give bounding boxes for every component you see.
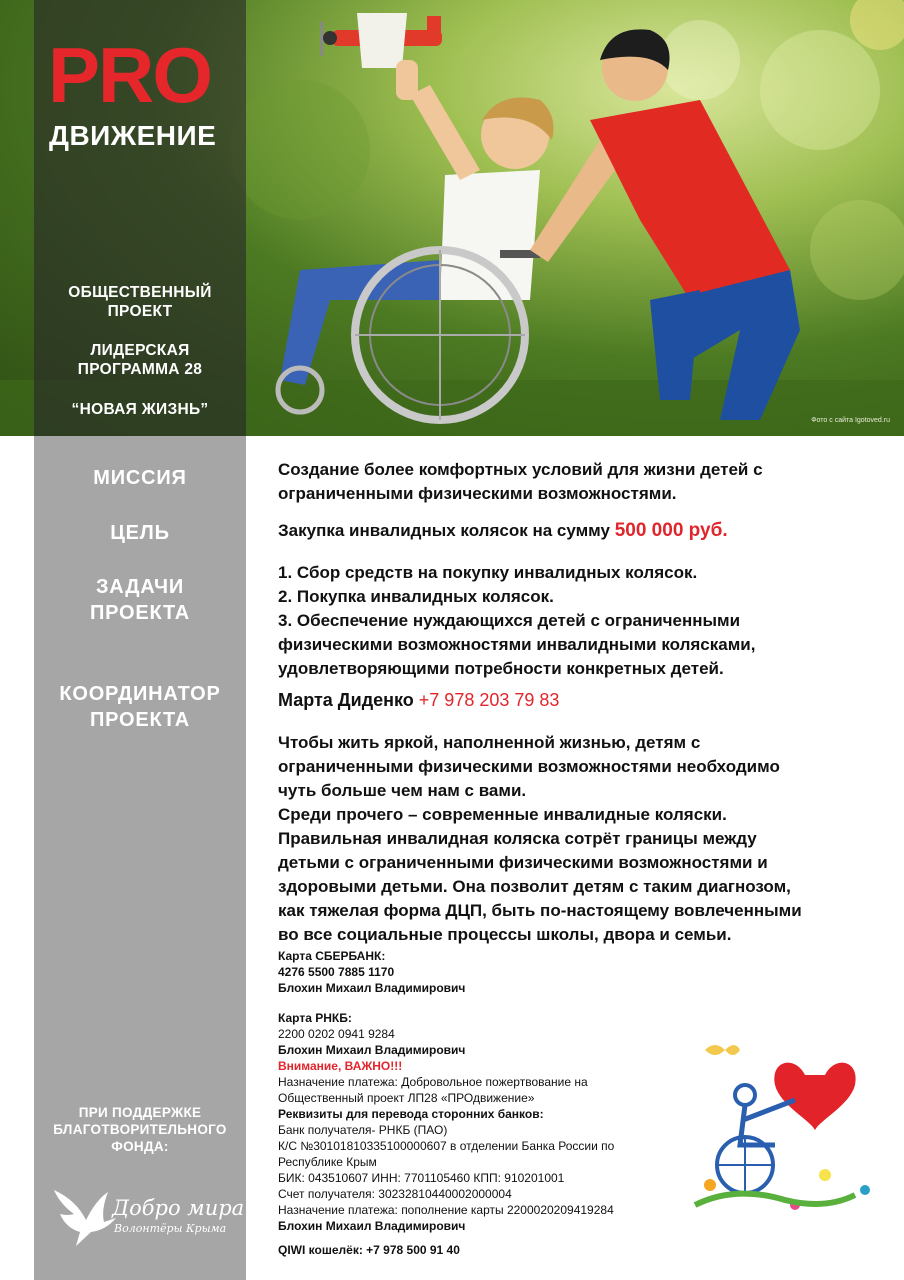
- rnkb-corr-line2: Республике Крым: [278, 1155, 377, 1169]
- description-text: [278, 731, 868, 947]
- qiwi-wallet: QIWI кошелёк: +7 978 500 91 40: [278, 1243, 460, 1257]
- wheelchair-heart-illustration: [685, 1035, 885, 1235]
- description-line: Правильная инвалидная коляска сотрёт границы между: [278, 829, 757, 848]
- goal-amount: 500 000 руб.: [614, 520, 728, 541]
- description-line: во все социальные процессы школы, двора и семьи.: [278, 925, 732, 944]
- sberbank-holder: Блохин Михаил Владимирович: [278, 981, 466, 995]
- rnkb-title: Карта РНКБ:: [278, 1011, 352, 1025]
- rnkb-account: Счет получателя: 30232810440002000004: [278, 1187, 512, 1201]
- toy-airplane: [320, 13, 442, 68]
- project-type: [34, 283, 246, 321]
- mission-line1: Создание более комфортных условий для жизни детей с: [278, 460, 763, 479]
- project-name: “НОВАЯ ЖИЗНЬ”: [71, 401, 209, 418]
- butterfly-icon: [705, 1045, 740, 1055]
- mission-line2: ограниченными физическими возможностями.: [278, 484, 677, 503]
- rnkb-codes: БИК: 043510607 ИНН: 7701105460 КПП: 910201001: [278, 1171, 565, 1185]
- rnkb-details-title: Реквизиты для перевода сторонних банков:: [278, 1107, 544, 1121]
- label-coordinator-line2: ПРОЕКТА: [89, 709, 191, 731]
- program-name: [34, 341, 246, 379]
- rnkb-bank: Банк получателя- РНКБ (ПАО): [278, 1123, 448, 1137]
- project-type-line1: ОБЩЕСТВЕННЫЙ: [68, 284, 212, 301]
- project-type-line2: ПРОЕКТ: [107, 303, 173, 320]
- task-item-continued: физическими возможностями инвалидными колясками,: [278, 635, 756, 654]
- tasks-list: [278, 561, 868, 681]
- support-caption: [34, 1104, 246, 1155]
- goal-label: Закупка инвалидных колясок на сумму: [278, 521, 615, 540]
- coordinator-phone[interactable]: +7 978 203 79 83: [418, 690, 560, 710]
- rnkb-purpose-line2: Общественный проект ЛП28 «ПРОдвижение»: [278, 1091, 535, 1105]
- rnkb-purpose2: Назначение платежа: пополнение карты 2200020209419284: [278, 1203, 614, 1217]
- heart-icon: [774, 1063, 855, 1130]
- task-item-continued: удовлетворяющими потребности конкретных детей.: [278, 659, 724, 678]
- boy-pushing: [530, 29, 800, 420]
- figure-head: [735, 1085, 755, 1105]
- rnkb-corr-line1: К/С №30101810335100000607 в отделении Банка России по: [278, 1139, 615, 1153]
- label-mission: МИССИЯ: [93, 467, 187, 489]
- label-coordinator-line1: КООРДИНАТОР: [59, 683, 221, 705]
- coordinator-name: Марта Диденко: [278, 690, 419, 710]
- foundation-subtitle: Волонтёры Крыма: [114, 1222, 227, 1235]
- support-line3: ФОНДА:: [111, 1139, 169, 1154]
- task-item: 1. Сбор средств на покупку инвалидных колясок.: [278, 563, 698, 582]
- rnkb-holder: Блохин Михаил Владимирович: [278, 1043, 466, 1057]
- rnkb-number: 2200 0202 0941 9284: [278, 1027, 395, 1041]
- sberbank-number: 4276 5500 7885 1170: [278, 965, 395, 979]
- rnkb-purpose-line1: Назначение платежа: Добровольное пожертвование на: [278, 1075, 588, 1089]
- label-tasks: [34, 574, 246, 626]
- task-item: 2. Покупка инвалидных колясок.: [278, 587, 554, 606]
- label-coordinator: [34, 681, 246, 733]
- sberbank-card: [278, 948, 868, 996]
- photo-credit: Фото с сайта Igotoved.ru: [811, 417, 890, 424]
- coordinator-contact: [278, 688, 868, 712]
- program-line1: ЛИДЕРСКАЯ: [90, 342, 190, 359]
- foundation-name: Добро мира: [112, 1196, 245, 1220]
- description-line: детьми с ограниченными физическими возможностями и: [278, 853, 768, 872]
- program-line2: ПРОГРАММА 28: [77, 361, 203, 378]
- description-line: как тяжелая форма ДЦП, быть по-настоящему вовлеченными: [278, 901, 802, 920]
- support-line1: ПРИ ПОДДЕРЖКЕ: [78, 1105, 202, 1120]
- description-line: Чтобы жить яркой, наполненной жизнью, детям с: [278, 733, 701, 752]
- label-goal: ЦЕЛЬ: [110, 522, 170, 544]
- support-line2: БЛАГОТВОРИТЕЛЬНОГО: [53, 1122, 227, 1137]
- rnkb-warning: Внимание, ВАЖНО!!!: [278, 1059, 403, 1073]
- goal-text: [278, 519, 868, 543]
- description-line: здоровыми детьми. Она позволит детям с таким диагнозом,: [278, 877, 791, 896]
- description-line: чуть больше чем нам с вами.: [278, 781, 527, 800]
- brand-pro: PRO: [48, 31, 212, 119]
- label-tasks-line1: ЗАДАЧИ: [95, 576, 185, 598]
- rnkb-holder2: Блохин Михаил Владимирович: [278, 1219, 466, 1233]
- task-item: 3. Обеспечение нуждающихся детей с ограниченными: [278, 611, 741, 630]
- brand-movement: ДВИЖЕНИЕ: [49, 120, 217, 151]
- sberbank-title: Карта СБЕРБАНК:: [278, 949, 386, 963]
- label-tasks-line2: ПРОЕКТА: [89, 602, 191, 624]
- description-line: ограниченными физическими возможностями необходимо: [278, 757, 780, 776]
- description-line: Среди прочего – современные инвалидные коляски.: [278, 805, 727, 824]
- mission-text: [278, 458, 868, 506]
